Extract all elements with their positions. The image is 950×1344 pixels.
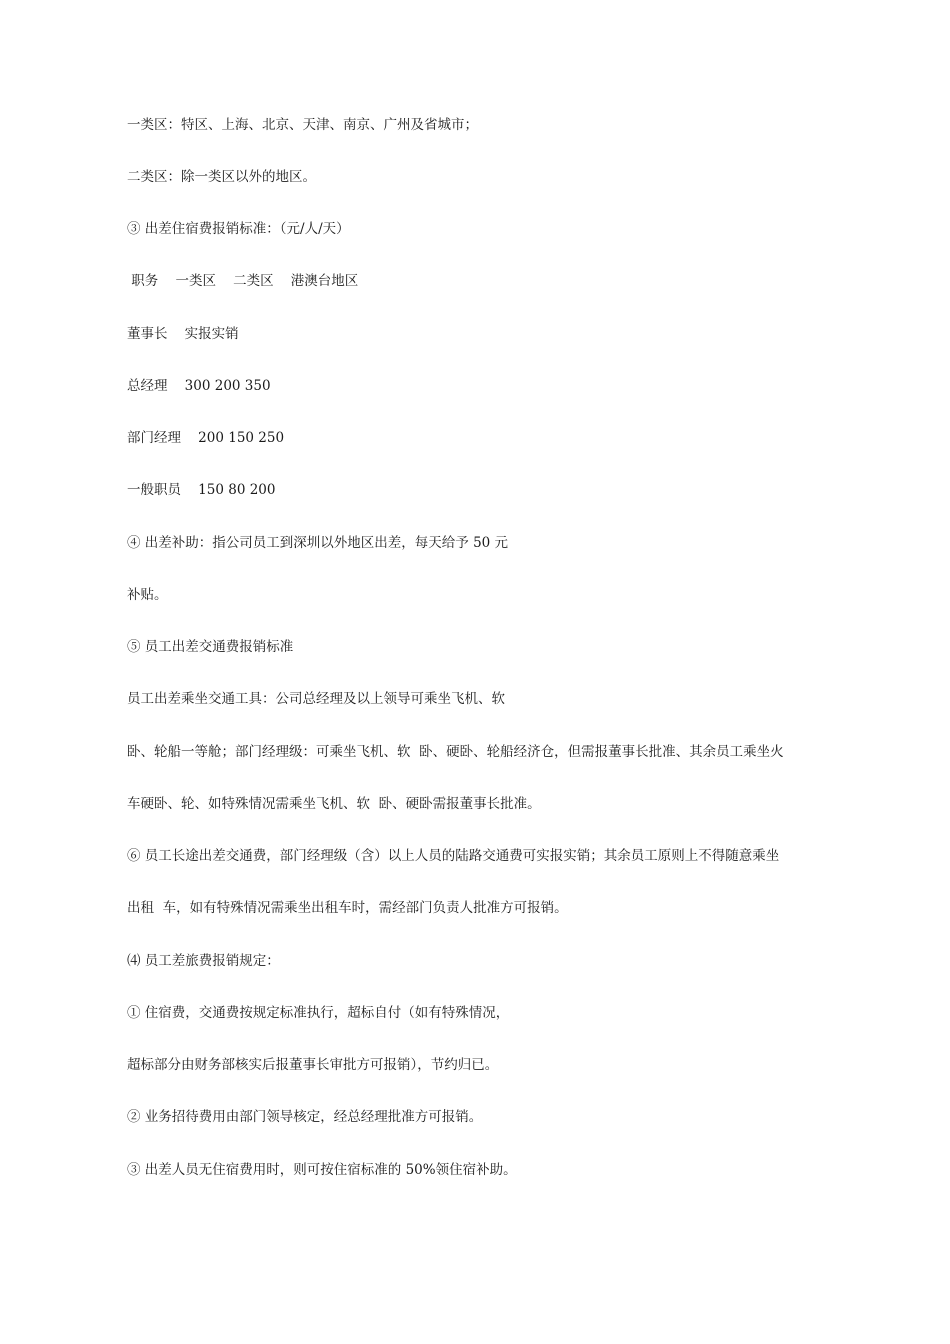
text-line-long-distance-2: 出租 车，如有特殊情况需乘坐出租车时，需经部门负责人批准方可报销。 — [127, 900, 568, 916]
text-line-table-header: 职务 一类区 二类区 港澳台地区 — [127, 273, 359, 289]
text-line-region-classes-2: 二类区：除一类区以外的地区。 — [127, 169, 316, 185]
text-line-travel-allowance-cont: 补贴。 — [127, 587, 168, 603]
text-line-reimbursement-rule-2: ② 业务招待费用由部门领导核定，经总经理批准方可报销。 — [127, 1109, 483, 1125]
text-line-reimbursement-heading: ⑷ 员工差旅费报销规定： — [127, 953, 280, 969]
text-line-transport-standard-heading: ⑤ 员工出差交通费报销标准 — [127, 639, 294, 655]
text-line-transport-rules-2: 卧、轮船一等舱；部门经理级：可乘坐飞机、软 卧、硬卧、轮船经济仓，但需报董事长批准、其余员工乘坐火 — [127, 744, 784, 760]
text-line-travel-allowance: ④ 出差补助：指公司员工到深圳以外地区出差，每天给予 50 元 — [127, 535, 509, 551]
text-line-lodging-standard-heading: ③ 出差住宿费报销标准：（元/人/天） — [127, 221, 350, 237]
text-line-long-distance-1: ⑥ 员工长途出差交通费，部门经理级（含）以上人员的陆路交通费可实报实销；其余员工原则上不得随意乘坐 — [127, 848, 780, 864]
text-line-reimbursement-rule-1: ① 住宿费，交通费按规定标准执行，超标自付（如有特殊情况， — [127, 1005, 510, 1021]
text-line-table-row-staff: 一般职员 150 80 200 — [127, 482, 276, 498]
text-line-reimbursement-rule-1-cont: 超标部分由财务部核实后报董事长审批方可报销），节约归已。 — [127, 1057, 499, 1073]
text-line-region-classes-1: 一类区：特区、上海、北京、天津、南京、广州及省城市； — [127, 117, 478, 133]
text-line-reimbursement-rule-3: ③ 出差人员无住宿费用时，则可按住宿标准的 50%领住宿补助。 — [127, 1162, 517, 1178]
text-line-table-row-department-manager: 部门经理 200 150 250 — [127, 430, 285, 446]
text-line-table-row-chairman: 董事长 实报实销 — [127, 326, 239, 342]
text-line-table-row-general-manager: 总经理 300 200 350 — [127, 378, 271, 394]
text-line-transport-rules-1: 员工出差乘坐交通工具：公司总经理及以上领导可乘坐飞机、软 — [127, 691, 505, 707]
text-line-transport-rules-3: 车硬卧、轮、如特殊情况需乘坐飞机、软 卧、硬卧需报董事长批准。 — [127, 796, 541, 812]
